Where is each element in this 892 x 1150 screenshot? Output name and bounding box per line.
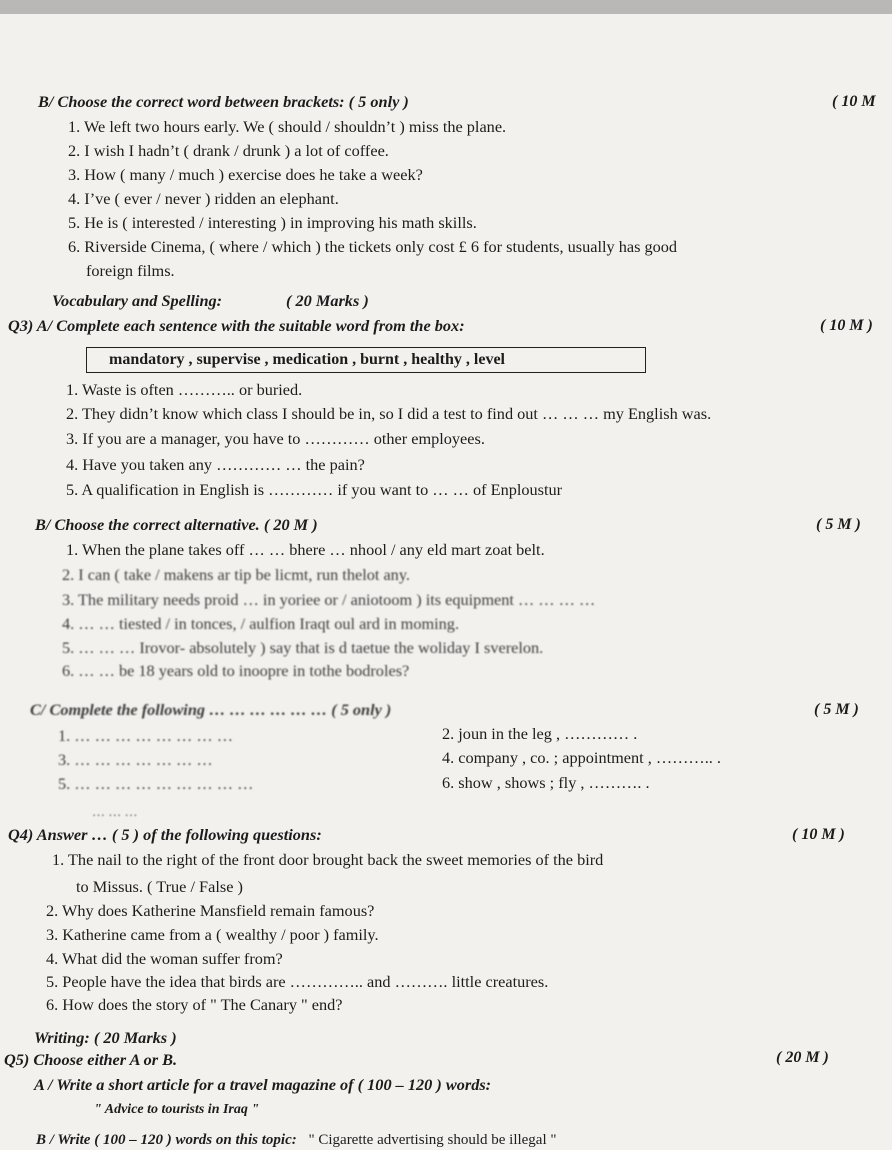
list-item: 4. I’ve ( ever / never ) ridden an elephant.	[68, 189, 339, 208]
list-item: 4. … … tiested / in tonces, / aulfion Iraqt oul ard in moming.	[62, 614, 460, 633]
q4-heading: Q4) Answer … ( 5 ) of the following questions:	[8, 825, 322, 844]
word-box: mandatory , supervise , medication , burnt , healthy , level	[86, 347, 646, 373]
list-item: 3. How ( many / much ) exercise does he take a week?	[68, 165, 423, 184]
list-item: 1. The nail to the right of the front door brought back the sweet memories of the bird	[52, 850, 604, 869]
q3b-heading: B/ Choose the correct alternative. ( 20 M )	[35, 515, 318, 534]
list-item: 2. I wish I hadn’t ( drank / drunk ) a lot of coffee.	[68, 141, 389, 160]
vocab-marks: ( 20 Marks )	[286, 291, 369, 310]
list-item: 1. … … … … … … … …	[58, 726, 234, 745]
q5-option-a: A / Write a short article for a travel magazine of ( 100 – 120 ) words:	[34, 1075, 492, 1094]
list-item: 5. He is ( interested / interesting ) in improving his math skills.	[68, 213, 477, 232]
q3b-marks: ( 5 M )	[816, 516, 861, 533]
q3a-marks: ( 10 M )	[820, 317, 873, 334]
q3c-marks: ( 5 M )	[814, 701, 859, 718]
list-item: 4. company , co. ; appointment , ……….. .	[442, 748, 721, 767]
list-item: 2. joun in the leg , ………… .	[442, 724, 638, 743]
list-item: 2. I can ( take / makens ar tip be licmt, run thelot any.	[62, 565, 410, 584]
q3a-heading: Q3) A/ Complete each sentence with the suitable word from the box:	[8, 316, 465, 335]
list-item: 3. … … … … … … …	[58, 750, 213, 769]
list-item: 1. Waste is often ……….. or buried.	[66, 380, 303, 399]
q5-option-b-prefix: B / Write ( 100 – 120 ) words on this topic:	[36, 1132, 297, 1148]
list-item: 3. The military needs proid … in yoriee or / aniotoom ) its equipment … … … …	[62, 590, 596, 609]
list-item: 4. What did the woman suffer from?	[46, 949, 283, 968]
list-item-continuation: to Missus. ( True / False )	[76, 877, 243, 896]
list-item: 2. Why does Katherine Mansfield remain famous?	[46, 901, 375, 920]
list-item: 5. People have the idea that birds are ………….. and ………. little creatures.	[46, 972, 549, 991]
q5-heading: Q5) Choose either A or B.	[4, 1050, 178, 1069]
page-top-edge	[0, 0, 892, 14]
q5-option-b	[36, 1130, 557, 1150]
vocab-heading: Vocabulary and Spelling:	[52, 291, 223, 310]
list-item: 2. They didn’t know which class I should be in, so I did a test to find out … … … my English was.	[66, 404, 712, 423]
section-b-marks: ( 10 M	[832, 93, 876, 110]
list-item: 1. When the plane takes off … … bhere … nhool / any eld mart zoat belt.	[66, 540, 545, 559]
list-item: 6. Riverside Cinema, ( where / which ) the tickets only cost £ 6 for students, usually has good	[68, 237, 678, 256]
q4-marks: ( 10 M )	[792, 826, 845, 843]
q3c-heading: C/ Complete the following … … … … … … ( 5 only )	[30, 700, 392, 719]
q5-marks: ( 20 M )	[776, 1049, 829, 1066]
list-item: 1. We left two hours early. We ( should / shouldn’t ) miss the plane.	[68, 117, 507, 136]
list-item: 5. … … … … … … … … …	[58, 774, 254, 793]
list-item: 6. … … be 18 years old to inoopre in tothe bodroles?	[62, 661, 410, 680]
list-item: 4. Have you taken any ………… … the pain?	[66, 455, 365, 474]
list-item: 3. Katherine came from a ( wealthy / poor ) family.	[46, 925, 379, 944]
q5-option-a-topic: " Advice to tourists in Iraq "	[94, 1102, 260, 1117]
list-item-continuation: foreign films.	[86, 261, 175, 280]
q3c-footer: … … …	[92, 804, 138, 819]
list-item: 6. show , shows ; fly , ………. .	[442, 773, 650, 792]
list-item: 5. … … … Irovor- absolutely ) say that is d taetue the woliday I sverelon.	[62, 638, 544, 657]
q5-option-b-topic: " Cigarette advertising should be illegal "	[308, 1132, 557, 1148]
writing-heading: Writing: ( 20 Marks )	[34, 1028, 177, 1047]
list-item: 5. A qualification in English is ………… if you want to … … of Enploustur	[66, 480, 563, 499]
list-item: 3. If you are a manager, you have to ………… other employees.	[66, 429, 485, 448]
section-b-heading: B/ Choose the correct word between brackets: ( 5 only )	[38, 92, 409, 111]
list-item: 6. How does the story of " The Canary " end?	[46, 995, 343, 1014]
